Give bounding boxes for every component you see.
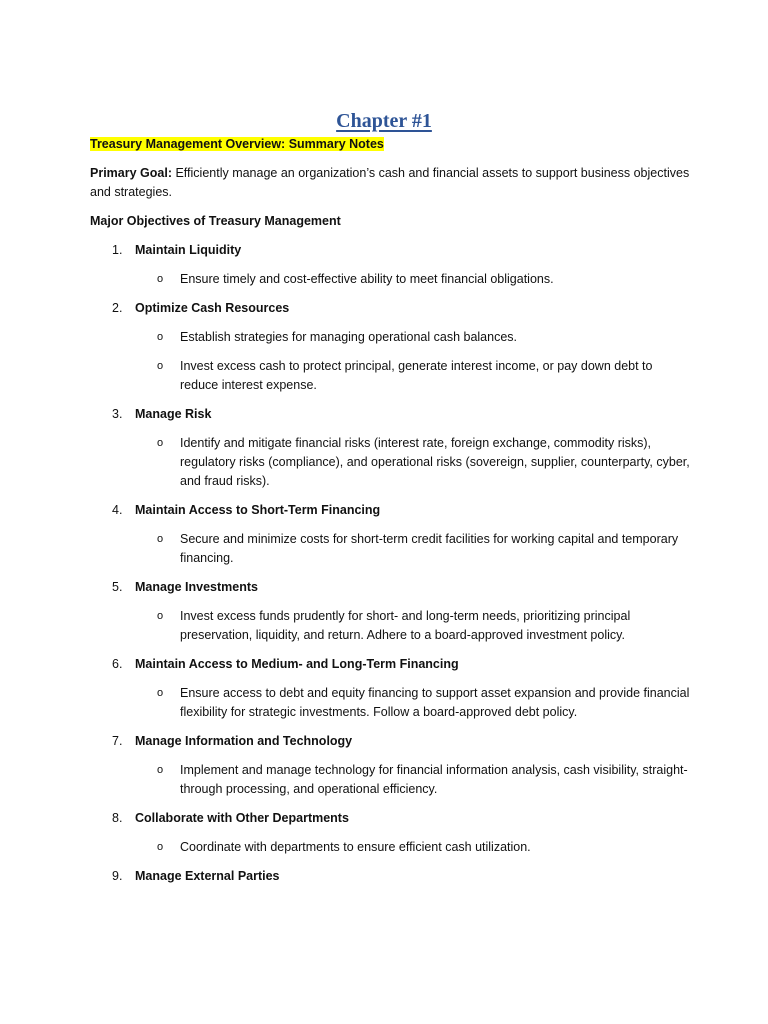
- bullet-item: [90, 357, 690, 395]
- objective-item: [90, 405, 690, 491]
- bullet-item: [90, 761, 690, 799]
- primary-goal-label: Primary Goal:: [90, 166, 172, 180]
- objective-bullets: [90, 270, 690, 289]
- objective-item: [90, 655, 690, 722]
- objective-title: [90, 501, 690, 520]
- circle-bullet-icon: o: [157, 360, 164, 372]
- bullet-text: Ensure access to debt and equity financing to support asset expansion and provide financial flexibility for strategic investments. Follow a board-approved debt policy.: [180, 686, 690, 719]
- circle-bullet-icon: o: [157, 331, 164, 343]
- objective-number: 3.: [112, 407, 123, 421]
- objective-bullets: [90, 530, 690, 568]
- objective-title: [90, 809, 690, 828]
- bullet-item: [90, 328, 690, 347]
- bullet-text: Establish strategies for managing operational cash balances.: [180, 330, 518, 344]
- objective-number: 5.: [112, 580, 123, 594]
- objective-number: 1.: [112, 243, 123, 257]
- bullet-item: [90, 270, 690, 289]
- objective-number: 9.: [112, 869, 123, 883]
- bullet-item: [90, 684, 690, 722]
- objective-title: [90, 578, 690, 597]
- document-body: [90, 135, 690, 896]
- objective-item: [90, 732, 690, 799]
- objective-title-text: Maintain Access to Short-Term Financing: [135, 503, 381, 517]
- bullet-text: Invest excess cash to protect principal, generate interest income, or pay down debt to reduce interest expense.: [180, 359, 653, 392]
- objectives-heading: Major Objectives of Treasury Management: [90, 214, 341, 228]
- objective-number: 7.: [112, 734, 123, 748]
- objective-title: [90, 867, 690, 886]
- objective-title-text: Manage External Parties: [135, 869, 280, 883]
- circle-bullet-icon: o: [157, 610, 164, 622]
- objective-bullets: [90, 434, 690, 491]
- circle-bullet-icon: o: [157, 273, 164, 285]
- objective-number: 8.: [112, 811, 123, 825]
- objective-title: [90, 241, 690, 260]
- subtitle-highlight: Treasury Management Overview: Summary Notes: [90, 137, 384, 151]
- circle-bullet-icon: o: [157, 841, 164, 853]
- bullet-text: Coordinate with departments to ensure efficient cash utilization.: [180, 840, 531, 854]
- bullet-item: [90, 607, 690, 645]
- objectives-list: [90, 241, 690, 886]
- objective-item: [90, 241, 690, 289]
- objective-title-text: Collaborate with Other Departments: [135, 811, 349, 825]
- objective-item: [90, 578, 690, 645]
- objective-item: [90, 809, 690, 857]
- bullet-text: Ensure timely and cost-effective ability to meet financial obligations.: [180, 272, 554, 286]
- objective-number: 2.: [112, 301, 123, 315]
- bullet-text: Identify and mitigate financial risks (interest rate, foreign exchange, commodity risks), regulatory risks (compliance), and operational risks (sovereign, supplier, counterparty, cyber, and fraud risks).: [180, 436, 690, 488]
- objective-title-text: Optimize Cash Resources: [135, 301, 290, 315]
- primary-goal-text: Efficiently manage an organization’s cash and financial assets to support business objectives and strategies.: [90, 166, 690, 199]
- objective-bullets: [90, 838, 690, 857]
- objective-title-text: Manage Risk: [135, 407, 212, 421]
- bullet-item: [90, 838, 690, 857]
- objective-title: [90, 405, 690, 424]
- bullet-text: Implement and manage technology for financial information analysis, cash visibility, straight-through processing, and operational efficiency.: [180, 763, 688, 796]
- bullet-item: [90, 530, 690, 568]
- objective-title-text: Maintain Access to Medium- and Long-Term Financing: [135, 657, 459, 671]
- chapter-title: Chapter #1: [336, 110, 432, 132]
- objective-title: [90, 299, 690, 318]
- objective-item: [90, 299, 690, 395]
- objective-number: 6.: [112, 657, 123, 671]
- objective-title-text: Manage Information and Technology: [135, 734, 353, 748]
- objective-title: [90, 655, 690, 674]
- objective-item: [90, 501, 690, 568]
- subtitle: [90, 135, 690, 154]
- objective-bullets: [90, 684, 690, 722]
- bullet-item: [90, 434, 690, 491]
- circle-bullet-icon: o: [157, 764, 164, 776]
- objective-bullets: [90, 607, 690, 645]
- objective-item: [90, 867, 690, 886]
- objective-title-text: Manage Investments: [135, 580, 258, 594]
- objective-bullets: [90, 761, 690, 799]
- objective-title: [90, 732, 690, 751]
- bullet-text: Invest excess funds prudently for short- and long-term needs, prioritizing principal preservation, liquidity, and return. Adhere to a board-approved investment policy.: [180, 609, 631, 642]
- circle-bullet-icon: o: [157, 687, 164, 699]
- objective-number: 4.: [112, 503, 123, 517]
- primary-goal: [90, 164, 690, 202]
- objective-bullets: [90, 328, 690, 395]
- circle-bullet-icon: o: [157, 533, 164, 545]
- bullet-text: Secure and minimize costs for short-term credit facilities for working capital and temporary financing.: [180, 532, 679, 565]
- circle-bullet-icon: o: [157, 437, 164, 449]
- objective-title-text: Maintain Liquidity: [135, 243, 242, 257]
